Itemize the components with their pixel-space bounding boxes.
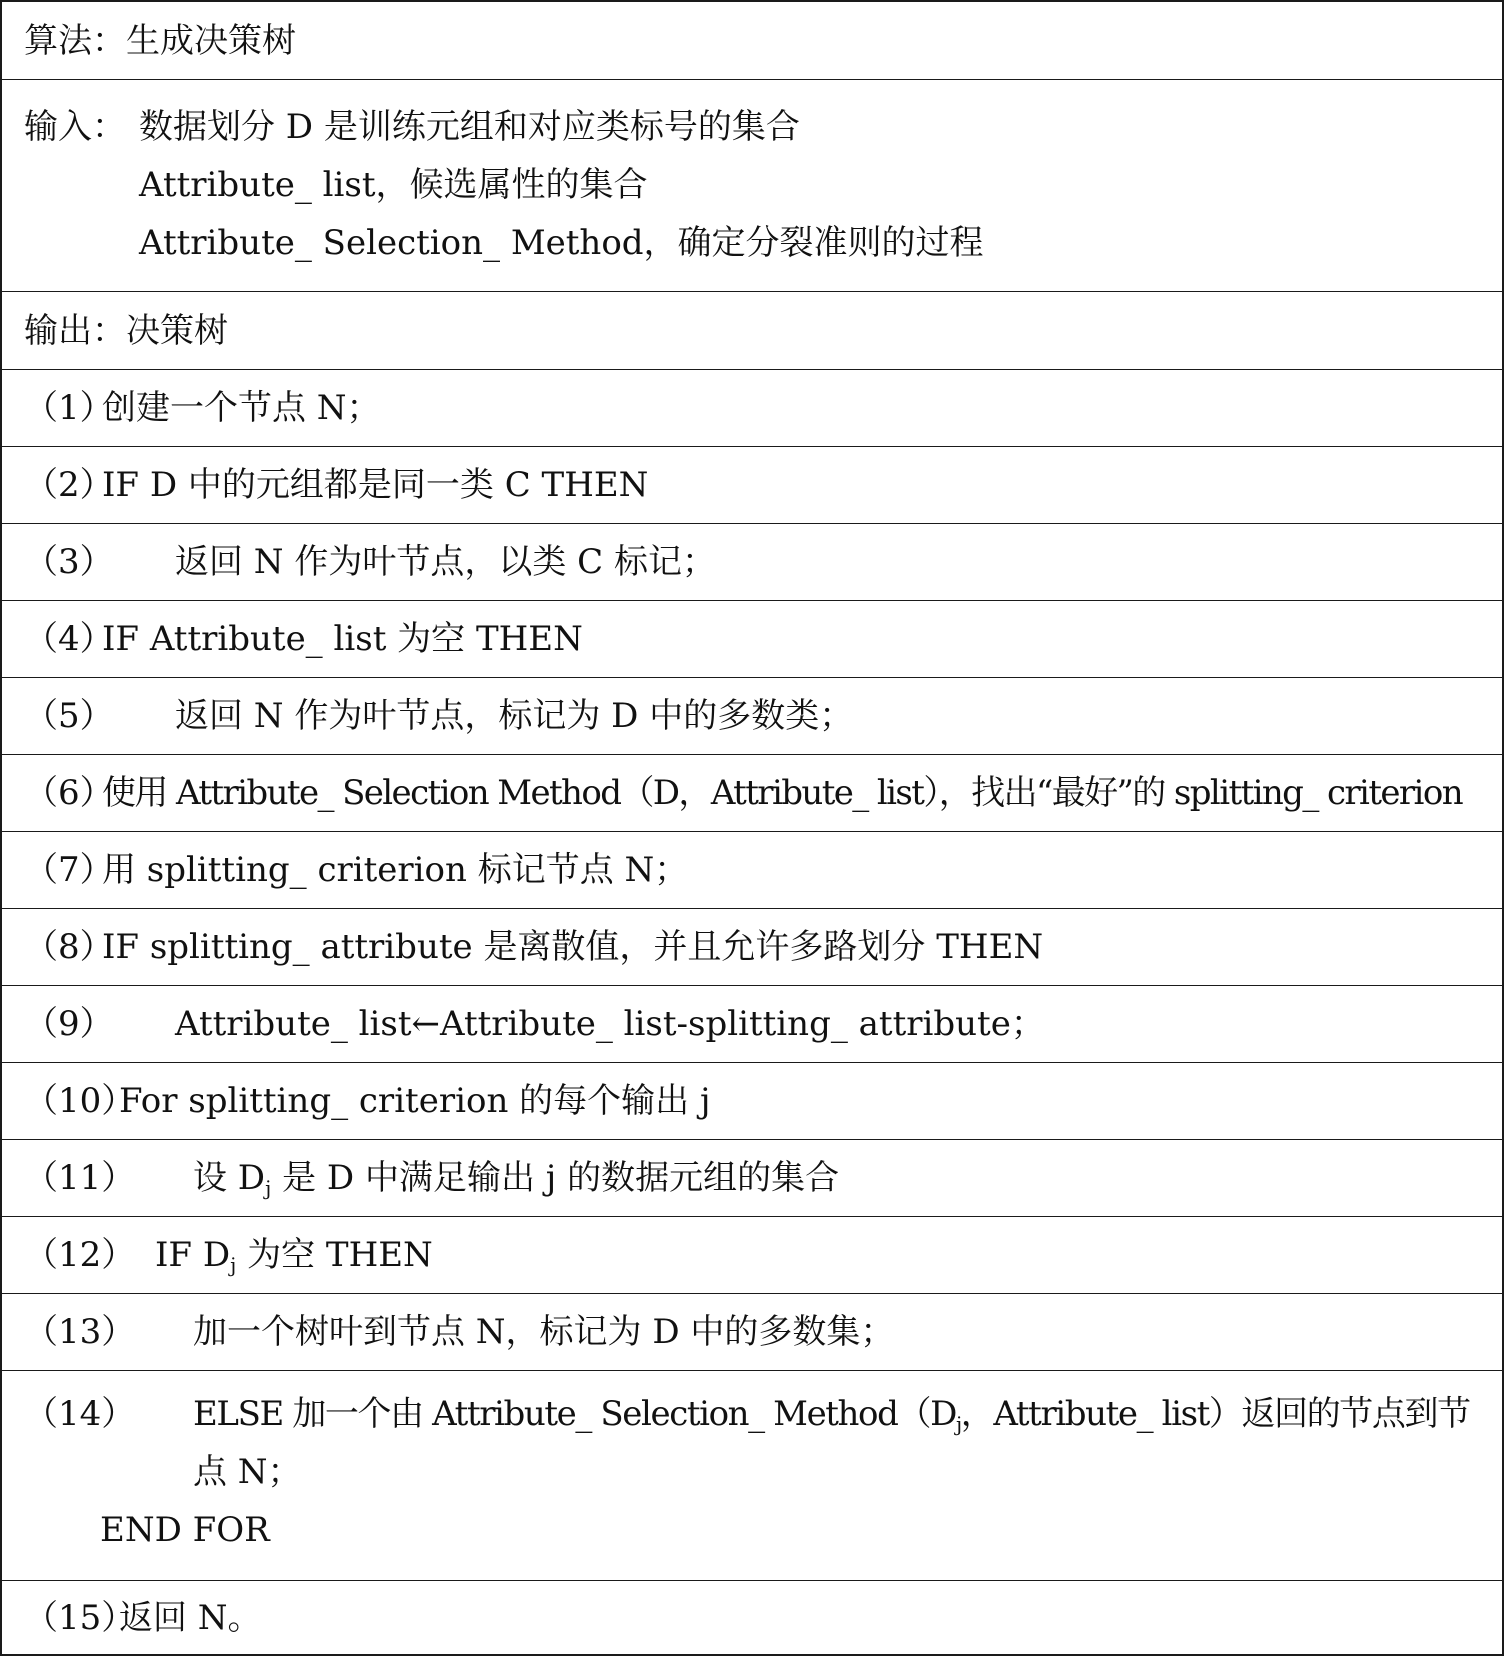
step-row-3	[2, 524, 1502, 601]
step-row-8	[2, 909, 1502, 986]
input-label: 输入：	[24, 107, 126, 147]
output-row	[2, 292, 1502, 370]
step-row-15	[2, 1581, 1502, 1656]
step-number: （15）	[24, 1598, 136, 1638]
step-text: 使用 Attribute_ Selection Method（D，Attribute_ list），找出“最好”的 splitting_ criterion	[102, 773, 1462, 813]
step-row-9	[2, 986, 1502, 1063]
step-number: （2）	[24, 465, 114, 505]
step-row-12	[2, 1217, 1502, 1294]
step-row-10	[2, 1063, 1502, 1140]
step-text: IF splitting_ attribute 是离散值，并且允许多路划分 THEN	[102, 927, 1044, 967]
step-row-14	[2, 1371, 1502, 1581]
output-text: 输出：决策树	[24, 311, 228, 351]
step-number: （5）	[24, 696, 114, 736]
step-text: 创建一个节点 N；	[102, 388, 381, 428]
input-row	[2, 80, 1502, 292]
step-text: 加一个树叶到节点 N，标记为 D 中的多数集；	[193, 1312, 895, 1352]
step-number: （1）	[24, 388, 114, 428]
input-line-1: 数据划分 D 是训练元组和对应类标号的集合	[139, 107, 800, 147]
step-number: （14）	[24, 1394, 136, 1434]
step-text: 返回 N 作为叶节点，标记为 D 中的多数类；	[175, 696, 854, 736]
step-text: 用 splitting_ criterion 标记节点 N；	[102, 850, 689, 890]
step-row-1	[2, 370, 1502, 447]
step-number: （4）	[24, 619, 114, 659]
step-number: （3）	[24, 542, 114, 582]
step-number: （10）	[24, 1081, 136, 1121]
step-text: 返回 N。	[119, 1598, 262, 1638]
step-row-7	[2, 832, 1502, 909]
step-row-5	[2, 678, 1502, 755]
input-line-3: Attribute_ Selection_ Method，确定分裂准则的过程	[139, 223, 984, 263]
end-for-text: END FOR	[100, 1510, 270, 1550]
step-text: IF D 中的元组都是同一类 C THEN	[102, 465, 649, 505]
step-row-4	[2, 601, 1502, 678]
input-line-2: Attribute_ list，候选属性的集合	[139, 165, 648, 205]
step-text: ELSE 加一个由 Attribute_ Selection_ $Method(D_j$，Attribute_ list）返回的节点到节	[193, 1394, 1470, 1436]
step-number: （6）	[24, 773, 114, 813]
step-row-2	[2, 447, 1502, 524]
step-text: 返回 N 作为叶节点，以类 C 标记；	[175, 542, 716, 582]
step-number: （7）	[24, 850, 114, 890]
step-text: 设 $D_j$ 是 D 中满足输出 j 的数据元组的集合	[193, 1158, 840, 1200]
step-number: （8）	[24, 927, 114, 967]
step-number: （12）	[24, 1235, 136, 1275]
algorithm-title: 算法：生成决策树	[24, 21, 296, 61]
step-text: For splitting_ criterion 的每个输出 j	[119, 1081, 711, 1121]
step-row-6	[2, 755, 1502, 832]
step-number: （13）	[24, 1312, 136, 1352]
step-row-13	[2, 1294, 1502, 1371]
step-text: IF $D_j$ 为空 THEN	[155, 1235, 433, 1277]
step-row-11	[2, 1140, 1502, 1217]
step-number: （9）	[24, 1004, 114, 1044]
algorithm-title-row	[2, 2, 1502, 80]
step-number: （11）	[24, 1158, 136, 1198]
step-text-continued: 点 N；	[193, 1452, 302, 1492]
step-text: Attribute_ list←Attribute_ list-splitting_ attribute；	[175, 1004, 1045, 1044]
step-text: IF Attribute_ list 为空 THEN	[102, 619, 583, 659]
